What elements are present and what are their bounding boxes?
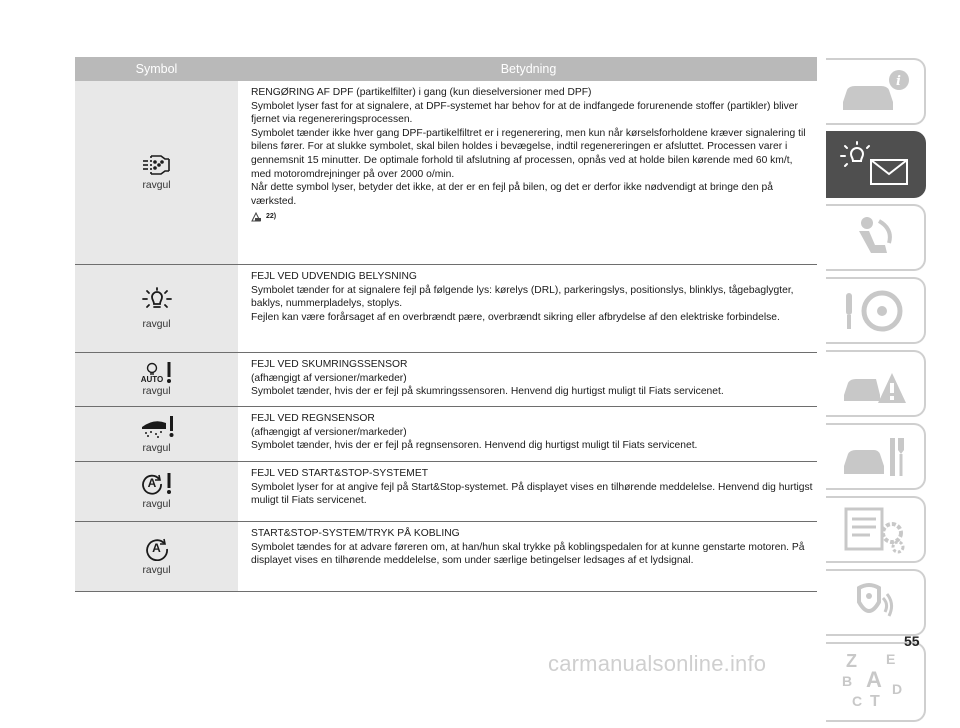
a-letter: A [152,541,161,555]
row-text: Symbolet tændes for at advare føreren om, at han/hun skal trykke på koblingspedalen for at kunne genstarte motoren. På displayet vises en tilhørende meddelelse, som under særlige betingelser ledsages af et lydsignal. [251,541,805,567]
color-label: ravgul [142,386,171,397]
tab-multimedia[interactable] [826,569,926,636]
seat-airbag-icon [845,213,905,263]
svg-text:i: i [896,73,901,89]
meaning-cell [238,462,817,521]
reference-number: 22) [266,213,277,221]
symbol-cell [75,81,238,264]
meaning-cell [238,522,817,591]
technical-data-gears-icon [840,505,910,555]
symbol-table [75,57,817,592]
tab-emergency[interactable] [826,350,926,417]
car-info-icon [837,68,913,116]
tab-starting-driving[interactable] [826,277,926,344]
table-row [75,407,817,462]
row-title: RENGØRING AF DPF (partikelfilter) i gang (kun dieselversioner med DPF) [251,87,592,98]
color-label: ravgul [142,319,171,330]
tab-warning-lights[interactable] [826,131,926,198]
steering-wheel-key-icon [840,285,910,337]
row-title: FEJL VED SKUMRINGSSENSOR [251,359,408,370]
meaning-cell [238,353,817,406]
row-text: Symbolet tænder ikke hver gang DPF-partikelfiltret er i regenerering, men kun når kørselsforholdene kræver signalering til bilens fører. For at slukke symbolet, skal bilen holdes i bevægelse, indtil regenereringen er afsluttet. Processen varer i gennemsnit 15 minutter. De optimale forhold til afslutning af processen, opnås ved at holde bilen kørende med 60 km/t, med motoromdrejninger på over 2000 o/min. [251,127,806,180]
table-row [75,353,817,407]
warning-light-message-icon [837,140,913,190]
page-number: 55 [904,633,920,649]
meaning-cell [238,407,817,461]
row-text: (afhængigt af versioner/markeder) [251,426,407,438]
row-title: FEJL VED REGNSENSOR [251,413,375,424]
index-letter: D [892,681,903,697]
auto-text: AUTO [140,375,164,384]
tab-maintenance[interactable] [826,423,926,490]
multimedia-icon [845,578,905,628]
table-header [75,57,817,81]
index-letter: A [866,667,882,692]
twilight-sensor-fault-icon [141,362,173,384]
row-text: Symbolet lyser fast for at signalere, at DPF-systemet har behov for at de indfangede forurenende stoffer (partikler) bliver fjernet via regenereringsprocessen. [251,100,798,126]
exterior-lighting-fault-icon [139,287,175,315]
symbol-cell [75,353,238,406]
row-text: Symbolet tænder for at signalere fejl på følgende lys: kørelys (DRL), parkeringslys, positionslys, blinklys, tågebaglygter, baklys, nummerpladelys, stoplys. [251,284,794,310]
rain-sensor-fault-icon [138,415,176,439]
row-title: FEJL VED UDVENDIG BELYSNING [251,271,417,282]
a-letter: A [147,476,157,490]
header-symbol: Symbol [135,62,178,76]
row-title: START&STOP-SYSTEM/TRYK PÅ KOBLING [251,528,460,539]
start-stop-clutch-icon [145,537,169,561]
meaning-cell [238,81,817,264]
symbol-cell [75,407,238,461]
row-text: Symbolet tænder, hvis der er fejl på skumringssensoren. Henvend dig hurtigst muligt til Fiats servicenet. [251,386,724,398]
tab-safety[interactable] [826,204,926,271]
header-meaning: Betydning [500,62,557,76]
color-label: ravgul [142,565,171,576]
index-letter: E [886,651,896,667]
index-letter: Z [846,651,857,671]
row-text: Fejlen kan være forårsaget af en overbrændt pære, overbrændt sikring eller afbrydelse af den elektriske forbindelse. [251,311,780,323]
tab-index[interactable] [826,642,926,722]
row-text: Symbolet lyser for at angive fejl på Start&Stop-systemet. På displayet vises en tilhørende meddelelse. Henvend dig hurtigst muligt til Fiats servicenet. [251,481,813,507]
car-accident-warning-icon [840,359,910,409]
warning-hand-icon [251,212,263,222]
symbol-cell [75,462,238,521]
row-text: Når dette symbol lyser, betyder det ikke, at der er en fejl på bilen, og det er derfor ikke nødvendigt at bringe den på værksted. [251,182,774,207]
meaning-cell [238,265,817,352]
watermark: carmanualsonline.info [548,651,767,676]
alphabetical-index-icon [840,651,910,713]
table-row [75,462,817,522]
warning-reference [251,210,813,224]
dpf-filter-icon [141,154,173,176]
index-letter: C [852,693,863,709]
symbol-cell [75,265,238,352]
symbol-cell [75,522,238,591]
chapter-tabs [826,58,926,728]
row-text: Symbolet tænder, hvis der er fejl på regnsensoren. Henvend dig hurtigst muligt til Fiats servicenet. [251,440,698,452]
table-row [75,522,817,592]
color-label: ravgul [142,180,171,191]
exclamation-icon [166,473,172,495]
index-letter: B [842,673,853,689]
tab-car-info[interactable] [826,58,926,125]
table-row [75,265,817,353]
tab-technical-data[interactable] [826,496,926,563]
index-letter: T [870,693,880,710]
color-label: ravgul [142,499,171,510]
exclamation-icon [166,362,172,384]
car-tools-icon [840,432,910,482]
row-title: FEJL VED START&STOP-SYSTEMET [251,468,428,479]
row-text: (afhængigt af versioner/markeder) [251,372,407,384]
bulb-icon [145,362,159,376]
start-stop-fault-icon [141,473,172,495]
color-label: ravgul [142,442,171,454]
table-row [75,81,817,265]
